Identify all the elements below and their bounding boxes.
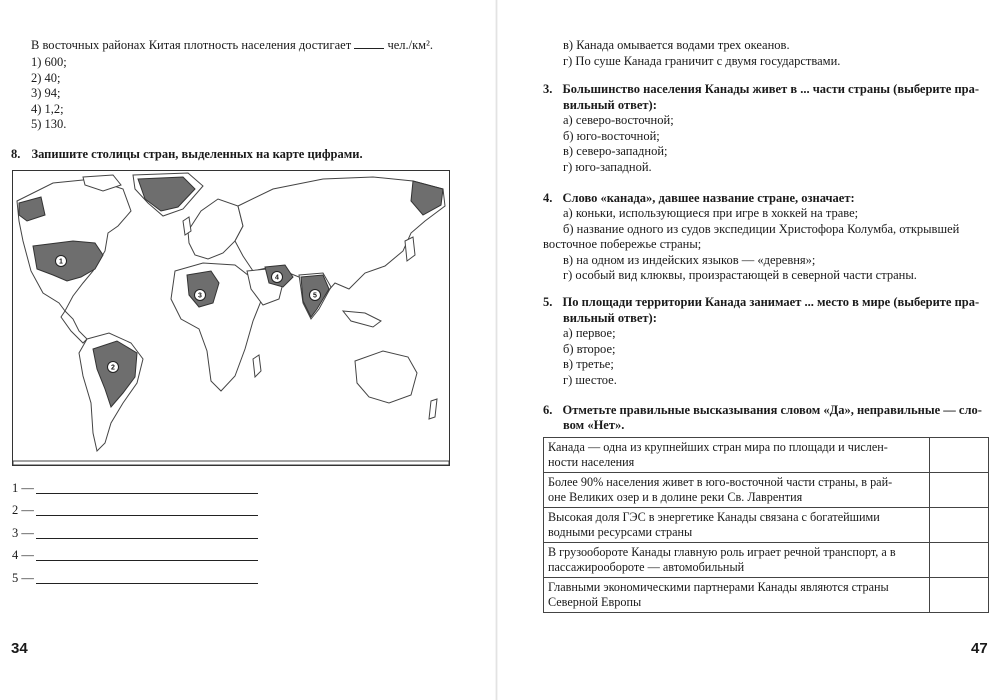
option[interactable]: г) шестое. [563,372,617,387]
question-number: 4. [543,191,553,205]
option[interactable]: г) особый вид клюквы, произрастающей в северной части страны. [563,268,917,282]
question-3-text-cont: вильный ответ): [563,98,657,112]
statement-line: Канада — одна из крупнейших стран мира по площади и числен- [548,440,888,454]
left-page [0,0,496,700]
right-page [497,0,993,700]
statement-cell [544,578,930,613]
statement-line: Высокая доля ГЭС в энергетике Канады связана с богатейшими [548,510,880,524]
statement-line: ности населения [548,455,635,469]
question-2-tail [563,38,840,69]
answer-cell[interactable] [930,473,989,508]
statement-cell [544,508,930,543]
question-4 [543,191,855,207]
statement-line: Более 90% населения живет в юго-восточной части страны, в рай- [548,475,893,489]
answer-row[interactable] [12,526,34,541]
question-5-options [563,326,617,388]
answer-cell[interactable] [930,578,989,613]
question-4-options [543,206,960,284]
option[interactable]: а) северо-восточной; [563,113,674,127]
highlight-greenland [138,177,195,211]
question-number: 5. [543,295,553,309]
japan-shape [405,237,415,261]
china-question [31,38,433,54]
table-row [544,438,989,473]
statement-line: пассажирообороте — автомобильный [548,560,745,574]
statement-cell [544,438,930,473]
option[interactable]: в) на одном из индейских языков — «деревня»; [563,252,816,267]
option[interactable]: в) третье; [563,357,614,371]
question-number: 6. [543,403,553,417]
map-marker-label: 3 [198,292,202,300]
option[interactable]: б) название одного из судов экспедиции Христофора Колумба, открывшей [563,221,960,236]
china-question-unit: чел./км². [387,38,433,52]
option[interactable]: г) юго-западной. [563,159,652,174]
indonesia-shape [343,311,381,327]
answer-label: 4 — [12,548,34,562]
option[interactable]: а) первое; [563,326,616,340]
answer-blank[interactable] [354,38,384,49]
map-marker-label: 2 [111,364,115,372]
question-6-text-cont: вом «Нет». [563,418,625,432]
option[interactable]: 2) 40; [31,70,61,85]
madagascar-shape [253,355,261,377]
map-marker-label: 5 [313,292,317,300]
question-5-text: По площади территории Канада занимает ... место в мире (выберите пра- [562,295,980,309]
answer-line[interactable] [36,493,258,494]
question-number: 3. [543,82,553,96]
question-8-text: Запишите столицы стран, выделенных на карте цифрами. [31,147,363,161]
option[interactable]: б) второе; [563,341,616,356]
table-row [544,508,989,543]
question-4-text: Слово «канада», давшее название стране, означает: [562,191,855,205]
world-map [12,170,450,466]
answer-line[interactable] [36,583,258,584]
statement-line: В грузообороте Канады главную роль играет речной транспорт, а в [548,545,896,559]
china-question-text: В восточных районах Китая плотность населения достигает [31,38,352,52]
question-3-options [563,113,674,175]
map-marker-5 [310,290,321,301]
statement-line: Главными экономическими партнерами Канады являются страны [548,580,889,594]
central-america-shape [61,311,87,343]
map-marker-label: 1 [59,258,63,266]
answer-label: 1 — [12,481,34,495]
page-number-right: 47 [971,640,988,657]
answer-cell[interactable] [930,508,989,543]
answer-line[interactable] [36,515,258,516]
europe-shape [188,199,243,259]
option[interactable]: г) По суше Канада граничит с двумя государствами. [563,53,841,68]
britain-shape [183,217,191,235]
map-marker-2 [108,362,119,373]
question-3 [543,82,979,98]
answer-row[interactable] [12,481,34,496]
table-row [544,543,989,578]
question-3-text: Большинство населения Канады живет в ... части страны (выберите пра- [562,82,980,96]
world-map-drawing [13,171,449,465]
china-options [31,55,67,133]
statement-line: оне Великих озер и в долине реки Св. Лаврентия [548,490,803,504]
answer-label: 5 — [12,571,34,585]
question-5-text-cont: вильный ответ): [563,311,657,325]
question-5 [543,295,979,311]
page-number-left: 34 [11,640,28,657]
statement-cell [544,543,930,578]
option[interactable]: 4) 1,2; [31,101,64,116]
answer-line[interactable] [36,538,258,539]
option[interactable]: б) юго-восточной; [563,128,660,143]
map-marker-1 [56,256,67,267]
option[interactable]: 5) 130. [31,117,67,131]
option-continuation: восточное побережье страны; [543,237,702,251]
statement-line: Северной Европы [548,595,642,609]
map-marker-4 [272,272,283,283]
question-6-text: Отметьте правильные высказывания словом «Да», неправильные — сло- [562,403,982,417]
answer-cell[interactable] [930,438,989,473]
map-marker-3 [195,290,206,301]
table-row [544,473,989,508]
new-zealand-shape [429,399,437,419]
option[interactable]: а) коньки, использующиеся при игре в хоккей на траве; [563,206,859,220]
answer-cell[interactable] [930,543,989,578]
australia-shape [355,351,417,403]
table-row [544,578,989,613]
statements-table [543,437,989,613]
answer-line[interactable] [36,560,258,561]
option[interactable]: 3) 94; [31,86,61,100]
option[interactable]: в) Канада омывается водами трех океанов. [563,38,790,52]
question-number: 8. [11,147,21,161]
option[interactable]: 1) 600; [31,55,67,69]
map-marker-label: 4 [275,274,279,282]
answer-row[interactable] [12,548,34,563]
statement-line: водными ресурсами страны [548,525,693,539]
statement-cell [544,473,930,508]
answer-row[interactable] [12,571,34,586]
answer-label: 3 — [12,526,34,540]
antarctica-shape [13,461,449,465]
question-6 [543,403,982,419]
question-8 [11,147,363,163]
answer-label: 2 — [12,503,34,517]
option[interactable]: в) северо-западной; [563,144,668,158]
answer-row[interactable] [12,503,34,518]
